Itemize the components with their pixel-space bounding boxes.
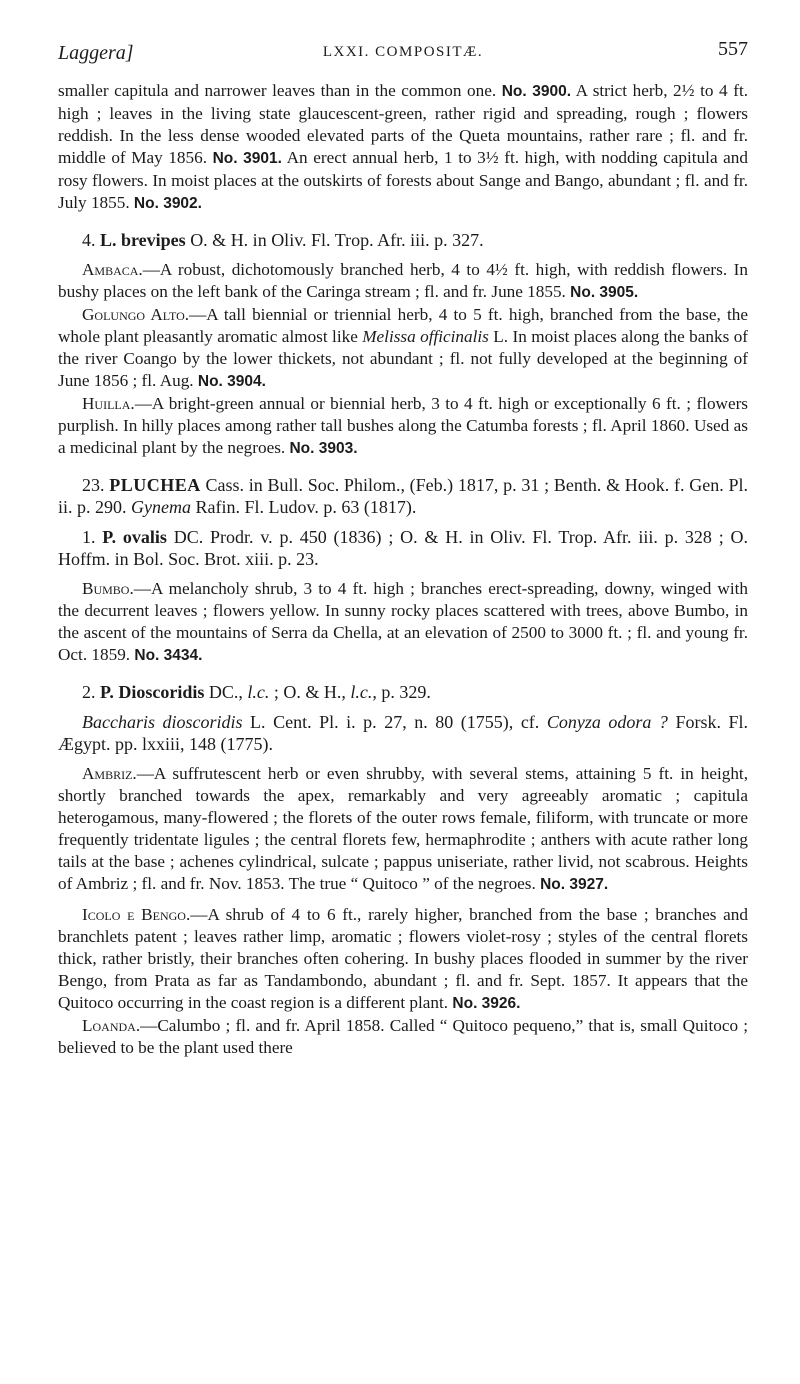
locality-paragraph: Icolo e Bengo.—A shrub of 4 to 6 ft., rarely higher, branched from the base ; branches and branchlets patent ; leaves rather limp, aromatic ; flowers violet-rosy ; styles of the central florets thick, rather bristly, their branches often cohering. In bushy places flooded in summer by the river Bengo, from Prata as far as Tandambondo, abundant ; fl. and fr. Sept. 1857. It appears that the Quitoco occurring in the coast region is a different plant. No. 3926. (58, 905, 748, 1012)
specimen-number: No. 3903. (289, 440, 358, 457)
specimen-number: No. 3901. (212, 150, 282, 167)
locality-paragraph: Golungo Alto.—A tall biennial or triennial herb, 4 to 5 ft. high, branched from the base, the whole plant pleasantly aromatic almost like Melissa officinalis L. In moist places along the banks of the river Coango by the lower thickets, not abundant ; fl. not fully developed at the beginning of June 1856 ; fl. Aug. No. 3904. (58, 305, 749, 390)
page-number: 557 (718, 38, 748, 60)
locality-paragraph: Ambaca.—A robust, dichotomously branched herb, 4 to 4½ ft. high, with reddish flowers. In bushy places on the left bank of the Caringa stream ; fl. and fr. June 1855. No. 3905. (58, 260, 748, 301)
specimen-number: No. 3900. (501, 83, 572, 100)
specimen-number: No. 3904. (197, 373, 266, 390)
locality-name: Ambaca. (82, 260, 143, 279)
locality-name: Huilla. (82, 394, 135, 413)
paragraph-continuation: smaller capitula and narrower leaves than in the common one. No. 3900. A strict herb, 2½ to 4 ft. high ; leaves in the living state glaucescent-green, rather rigid and spreading, rough ; flowers reddish. In the less dense wooded elevated parts of the Queta mountains, rather rare ; fl. and fr. middle of May 1856. No. 3901. An erect annual herb, 1 to 3½ ft. high, with nodding capitula and rosy flowers. In moist places at the outskirts of forests about Sange and Bango, abundant ; fl. and fr. July 1855. No. 3902. (58, 81, 749, 212)
locality-name: Loanda. (82, 1016, 141, 1035)
locality-paragraph: Ambriz.—A suffrutescent herb or even shrubby, with several stems, attaining 5 ft. in height, shortly branched towards the apex, remarkably and very agreeably aromatic ; capitula heterogamous, many-flowered ; the florets of the outer rows female, filiform, with truncate or more frequently tridentate ligules ; the central florets few, hermaphrodite ; anthers with acute rather long tails at the base ; achenes cylindrical, sulcate ; pappus uniseriate, rather livid, not scabrous. Heights of Ambriz ; fl. and fr. Nov. 1853. The true “ Quitoco ” of the negroes. No. 3927. (58, 764, 748, 893)
running-header (58, 38, 748, 68)
species-name: P. ovalis (102, 527, 167, 547)
locality-name: Bumbo. (82, 579, 134, 598)
genus-name: PLUCHEA (109, 475, 201, 495)
species-heading: 4. L. brevipes O. & H. in Oliv. Fl. Trop. Afr. iii. p. 327. (82, 230, 484, 250)
locality-name: Icolo e Bengo. (82, 905, 191, 924)
synonymy-paragraph: Baccharis dioscoridis L. Cent. Pl. i. p. 27, n. 80 (1755), cf. Conyza odora ? Forsk. Fl. Ægypt. pp. lxxiii, 148 (1775). (58, 712, 749, 754)
species-name: L. brevipes (100, 230, 186, 250)
specimen-number: No. 3926. (452, 995, 521, 1012)
header-genus: Laggera] (58, 42, 134, 64)
specimen-number: No. 3905. (570, 284, 639, 301)
specimen-number: No. 3902. (133, 195, 202, 212)
genus-heading: 23. PLUCHEA Cass. in Bull. Soc. Philom., (Feb.) 1817, p. 31 ; Benth. & Hook. f. Gen. Pl. ii. p. 290. Gynema Rafin. Fl. Ludov. p. 63 (1817). (58, 475, 748, 517)
page-body (58, 80, 748, 1059)
locality-paragraph: Huilla.—A bright-green annual or biennial herb, 3 to 4 ft. high or exceptionally 6 ft. ; flowers purplish. In hilly places among rather tall bushes along the Catumba forests ; fl. April 1860. Used as a medicinal plant by the negroes. No. 3903. (58, 394, 748, 457)
header-family: LXXI. COMPOSITÆ. (322, 44, 484, 60)
locality-name: Ambriz. (82, 764, 137, 783)
species-heading: 2. P. Dioscoridis DC., l.c. ; O. & H., l.c., p. 329. (82, 682, 431, 702)
locality-name: Golungo Alto. (82, 305, 190, 324)
species-heading: 1. P. ovalis DC. Prodr. v. p. 450 (1836) ; O. & H. in Oliv. Fl. Trop. Afr. iii. p. 328 ; O. Hoffm. in Bol. Soc. Brot. xiii. p. 23. (58, 527, 749, 569)
locality-paragraph: Bumbo.—A melancholy shrub, 3 to 4 ft. high ; branches erect-spreading, downy, winged with the decurrent leaves ; flowers yellow. In sunny rocky places scattered with trees, above Bumbo, in the ascent of the mountains of Serra da Chella, at an elevation of 2500 to 3000 ft. ; fl. and young fr. Oct. 1859. No. 3434. (58, 579, 748, 664)
specimen-number: No. 3927. (540, 876, 609, 893)
specimen-number: No. 3434. (134, 647, 203, 664)
species-name: P. Dioscoridis (100, 682, 205, 702)
locality-paragraph: Loanda.—Calumbo ; fl. and fr. April 1858. Called “ Quitoco pequeno,” that is, small Quitoco ; believed to be the plant used there (58, 1016, 748, 1057)
